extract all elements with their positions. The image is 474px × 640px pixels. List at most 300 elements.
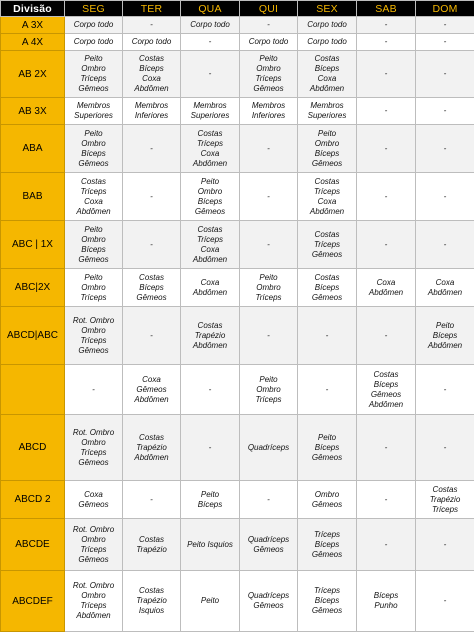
table-cell: [298, 51, 357, 98]
table-cell: [123, 98, 181, 125]
header-row: [1, 1, 474, 17]
table-cell: [123, 571, 181, 632]
cell-line: Bíceps: [197, 196, 223, 206]
cell-line: Abdômen: [76, 611, 111, 620]
cell-line: Abdômen: [427, 287, 463, 297]
table-cell: [298, 481, 357, 519]
cell-line: -: [208, 384, 212, 394]
cell-line: -: [267, 20, 270, 29]
table-cell: [123, 269, 181, 307]
table-cell: [240, 51, 298, 98]
table-cell: [65, 125, 123, 173]
cell-line: Coxa: [317, 196, 337, 206]
table-cell: [357, 481, 416, 519]
table-row: [1, 173, 474, 221]
cell-line: Ombro: [314, 489, 340, 499]
table-cell: [181, 415, 240, 481]
cell-line: Gêmeos: [136, 292, 167, 302]
table-row: [1, 51, 474, 98]
cell-line: Bíceps: [81, 148, 106, 158]
cell-line: -: [443, 106, 447, 115]
cell-line: Gêmeos: [253, 544, 284, 554]
table-cell: [123, 481, 181, 519]
cell-line: Ombro: [256, 282, 281, 292]
cell-line: -: [443, 239, 447, 249]
table-cell: [357, 307, 416, 365]
division-label: ABC | 1X: [1, 221, 65, 269]
table-cell: [65, 571, 123, 632]
cell-line: -: [384, 20, 388, 29]
cell-line: Trapézio: [136, 544, 167, 554]
cell-line: Gêmeos: [311, 292, 343, 302]
table-row: [1, 125, 474, 173]
cell-line: Abdômen: [427, 340, 463, 350]
cell-line: Gêmeos: [311, 249, 343, 259]
cell-line: Tríceps: [313, 186, 341, 196]
cell-line: -: [325, 330, 329, 340]
header-dom: DOM: [416, 1, 474, 17]
table-cell: [416, 221, 474, 269]
cell-line: -: [267, 494, 270, 504]
table-cell: [65, 519, 123, 571]
cell-line: Inferiores: [251, 111, 286, 120]
cell-line: Coxa: [84, 196, 103, 206]
cell-line: Gêmeos: [78, 158, 109, 168]
cell-line: Ombro: [81, 437, 106, 447]
header-qua: QUA: [181, 1, 240, 17]
cell-line: Gêmeos: [78, 554, 109, 564]
table-cell: [181, 269, 240, 307]
table-cell: [65, 365, 123, 415]
cell-line: Bíceps: [314, 148, 340, 158]
cell-line: Inferiores: [134, 111, 169, 120]
table-cell: [181, 365, 240, 415]
cell-line: Tríceps: [80, 186, 107, 196]
cell-line: Gêmeos: [78, 499, 109, 509]
table-cell: [240, 307, 298, 365]
header-sex: SEX: [298, 1, 357, 17]
table-cell: [240, 173, 298, 221]
cell-line: Gêmeos: [78, 345, 109, 355]
table-cell: [123, 17, 181, 34]
cell-line: -: [384, 494, 388, 504]
cell-line: Bíceps: [373, 591, 399, 600]
cell-line: Trapézio: [136, 442, 167, 452]
table-cell: [240, 571, 298, 632]
cell-line: Costas: [139, 534, 164, 544]
cell-line: Coxa: [142, 374, 161, 384]
table-cell: [240, 269, 298, 307]
cell-line: Abdômen: [134, 394, 169, 404]
cell-line: Costas: [314, 176, 340, 186]
cell-line: -: [384, 239, 388, 249]
table-cell: [123, 34, 181, 51]
table-cell: [357, 34, 416, 51]
table-cell: [240, 125, 298, 173]
division-label: BAB: [1, 173, 65, 221]
division-label: ABCD|ABC: [1, 307, 65, 365]
cell-line: Tríceps: [431, 504, 459, 514]
cell-line: Tríceps: [313, 586, 341, 595]
cell-line: Corpo todo: [131, 37, 172, 46]
table-cell: [181, 571, 240, 632]
table-cell: [416, 571, 474, 632]
cell-line: Gêmeos: [370, 389, 402, 399]
division-label: ABCDEF: [1, 571, 65, 632]
cell-line: Rot. Ombro: [72, 581, 115, 590]
table-row: [1, 17, 474, 34]
table-row: [1, 307, 474, 365]
cell-line: -: [150, 191, 153, 201]
cell-line: -: [150, 143, 153, 153]
table-cell: [298, 269, 357, 307]
table-cell: [357, 415, 416, 481]
table-cell: [181, 173, 240, 221]
table-cell: [181, 481, 240, 519]
cell-line: Bíceps: [197, 499, 223, 509]
table-cell: [181, 34, 240, 51]
cell-line: Gêmeos: [78, 254, 109, 264]
table-cell: [240, 221, 298, 269]
cell-line: Ombro: [81, 325, 106, 335]
table-cell: [416, 269, 474, 307]
division-label: AB 2X: [1, 51, 65, 98]
table-cell: [65, 415, 123, 481]
cell-line: -: [443, 69, 447, 78]
cell-line: Peito: [259, 272, 278, 282]
cell-line: Corpo todo: [248, 37, 289, 46]
table-row: [1, 34, 474, 51]
cell-line: Abdômen: [309, 206, 345, 216]
cell-line: Rot. Ombro: [72, 315, 115, 325]
cell-line: Corpo todo: [307, 37, 347, 46]
cell-line: -: [384, 330, 388, 340]
header-seg: SEG: [65, 1, 123, 17]
cell-line: Costas: [139, 432, 164, 442]
cell-line: Bíceps: [314, 596, 340, 605]
cell-line: Coxa: [200, 244, 220, 254]
cell-line: Tríceps: [313, 239, 341, 249]
cell-line: Tríceps: [313, 529, 341, 539]
cell-line: Abdômen: [192, 340, 228, 350]
cell-line: Ombro: [81, 234, 106, 244]
cell-line: Rot. Ombro: [72, 427, 115, 437]
cell-line: Coxa: [376, 277, 396, 287]
division-label: AB 3X: [1, 98, 65, 125]
table-cell: [65, 98, 123, 125]
table-row: [1, 519, 474, 571]
table-cell: [416, 125, 474, 173]
table-cell: [416, 365, 474, 415]
cell-line: Ombro: [256, 384, 281, 394]
table-cell: [298, 98, 357, 125]
cell-line: Trapézio: [429, 494, 461, 504]
cell-line: Tríceps: [80, 544, 107, 554]
table-row: [1, 365, 474, 415]
cell-line: Peito: [317, 128, 337, 138]
cell-line: Peito: [200, 489, 220, 499]
cell-line: Costas: [197, 128, 223, 138]
table-cell: [123, 415, 181, 481]
cell-line: Ombro: [314, 138, 340, 148]
cell-line: Corpo todo: [73, 37, 114, 46]
cell-line: Bíceps: [314, 442, 340, 452]
cell-line: -: [150, 494, 153, 504]
table-cell: [298, 415, 357, 481]
table-cell: [357, 221, 416, 269]
table-cell: [181, 51, 240, 98]
division-label: ABC|2X: [1, 269, 65, 307]
table-cell: [298, 365, 357, 415]
table-cell: [298, 571, 357, 632]
cell-line: -: [325, 384, 329, 394]
table-row: [1, 571, 474, 632]
table-row: [1, 98, 474, 125]
division-label: ABCDE: [1, 519, 65, 571]
cell-line: -: [208, 69, 212, 78]
cell-line: Coxa: [142, 74, 161, 83]
cell-line: Bíceps: [314, 539, 340, 549]
cell-line: Bíceps: [432, 330, 458, 340]
header-ter: TER: [123, 1, 181, 17]
cell-line: Abdômen: [76, 206, 111, 216]
cell-line: -: [150, 239, 153, 249]
cell-line: Superiores: [190, 111, 230, 120]
cell-line: -: [267, 330, 270, 340]
cell-line: Peito: [259, 374, 278, 384]
table-cell: [416, 34, 474, 51]
cell-line: Tríceps: [80, 447, 107, 457]
table-cell: [357, 269, 416, 307]
cell-line: Peito: [200, 596, 220, 605]
cell-line: Superiores: [307, 111, 347, 120]
cell-line: Quadríceps: [247, 591, 290, 600]
cell-line: Punho: [374, 601, 398, 610]
table-cell: [357, 125, 416, 173]
cell-line: Abdômen: [134, 452, 169, 462]
cell-line: -: [443, 191, 447, 201]
cell-line: -: [384, 539, 388, 549]
cell-line: Ombro: [81, 138, 106, 148]
division-label: ABCD 2: [1, 481, 65, 519]
table-cell: [416, 415, 474, 481]
cell-line: Peito: [200, 176, 220, 186]
division-label: [1, 365, 65, 415]
cell-line: Tríceps: [80, 601, 107, 610]
cell-line: Tríceps: [255, 74, 282, 83]
cell-line: Quadríceps: [247, 442, 290, 452]
cell-line: Bíceps: [139, 282, 164, 292]
cell-line: Trapézio: [136, 596, 167, 605]
table-cell: [65, 481, 123, 519]
cell-line: Gêmeos: [311, 452, 343, 462]
table-row: [1, 415, 474, 481]
cell-line: Costas: [432, 484, 458, 494]
cell-line: Membros: [134, 101, 169, 110]
cell-line: -: [443, 596, 447, 605]
cell-line: Tríceps: [255, 292, 282, 302]
table-cell: [65, 51, 123, 98]
table-cell: [65, 17, 123, 34]
cell-line: -: [92, 384, 95, 394]
cell-line: -: [384, 191, 388, 201]
table-cell: [123, 519, 181, 571]
table-cell: [123, 173, 181, 221]
table-row: [1, 481, 474, 519]
cell-line: Gêmeos: [311, 606, 343, 615]
table-cell: [181, 221, 240, 269]
cell-line: -: [208, 442, 212, 452]
cell-line: -: [443, 37, 447, 46]
table-cell: [240, 415, 298, 481]
table-cell: [181, 307, 240, 365]
cell-line: Abdômen: [192, 287, 228, 297]
cell-line: Tríceps: [255, 394, 282, 404]
division-label: A 4X: [1, 34, 65, 51]
cell-line: Costas: [139, 586, 164, 595]
cell-line: -: [443, 143, 447, 153]
cell-line: Gêmeos: [78, 457, 109, 467]
cell-line: Tríceps: [80, 335, 107, 345]
table-cell: [123, 221, 181, 269]
table-cell: [65, 34, 123, 51]
cell-line: -: [208, 37, 212, 46]
cell-line: Gêmeos: [78, 84, 109, 93]
division-label: A 3X: [1, 17, 65, 34]
cell-line: Membros: [193, 101, 227, 110]
cell-line: -: [150, 20, 153, 29]
table-cell: [357, 365, 416, 415]
cell-line: -: [267, 191, 270, 201]
table-cell: [240, 34, 298, 51]
table-cell: [416, 51, 474, 98]
table-cell: [123, 125, 181, 173]
table-cell: [416, 307, 474, 365]
cell-line: Peito Isquios: [187, 539, 233, 549]
cell-line: Abdômen: [368, 287, 404, 297]
cell-line: Coxa: [84, 489, 103, 499]
table-cell: [123, 307, 181, 365]
table-cell: [65, 307, 123, 365]
table-cell: [298, 34, 357, 51]
cell-line: Tríceps: [80, 74, 107, 83]
cell-line: -: [267, 239, 270, 249]
cell-line: Peito: [84, 272, 103, 282]
cell-line: Gêmeos: [311, 549, 343, 559]
table-cell: [298, 125, 357, 173]
cell-line: Costas: [81, 176, 106, 186]
table-cell: [416, 519, 474, 571]
cell-line: Costas: [314, 54, 340, 63]
cell-line: Coxa: [200, 148, 220, 158]
table-body: [1, 17, 474, 632]
table-cell: [357, 519, 416, 571]
cell-line: Gêmeos: [136, 384, 167, 394]
cell-line: Peito: [317, 432, 337, 442]
cell-line: Ombro: [81, 64, 106, 73]
table-cell: [416, 17, 474, 34]
cell-line: Coxa: [435, 277, 455, 287]
cell-line: -: [384, 442, 388, 452]
table-cell: [123, 365, 181, 415]
cell-line: -: [384, 69, 388, 78]
table-row: [1, 269, 474, 307]
cell-line: -: [267, 143, 270, 153]
table-cell: [416, 173, 474, 221]
cell-line: Peito: [84, 224, 103, 234]
cell-line: Bíceps: [373, 379, 399, 389]
cell-line: Corpo todo: [190, 20, 230, 29]
table-cell: [240, 519, 298, 571]
cell-line: Tríceps: [196, 234, 224, 244]
cell-line: -: [443, 384, 447, 394]
cell-line: Costas: [314, 272, 340, 282]
cell-line: Membros: [251, 101, 286, 110]
table-cell: [240, 17, 298, 34]
table-cell: [357, 571, 416, 632]
cell-line: Abdômen: [192, 254, 228, 264]
cell-line: -: [443, 20, 447, 29]
cell-line: Gêmeos: [194, 206, 226, 216]
cell-line: -: [384, 37, 388, 46]
cell-line: -: [150, 330, 153, 340]
cell-line: Trapézio: [194, 330, 226, 340]
cell-line: Gêmeos: [311, 499, 343, 509]
table-cell: [240, 98, 298, 125]
table-cell: [298, 221, 357, 269]
table-cell: [240, 481, 298, 519]
cell-line: Abdômen: [134, 84, 169, 93]
cell-line: Membros: [310, 101, 344, 110]
cell-line: -: [443, 539, 447, 549]
cell-line: Ombro: [81, 282, 106, 292]
table-cell: [416, 481, 474, 519]
table-cell: [65, 173, 123, 221]
cell-line: Peito: [84, 54, 103, 63]
cell-line: Abdômen: [192, 158, 228, 168]
cell-line: Tríceps: [196, 138, 224, 148]
cell-line: Membros: [76, 101, 111, 110]
cell-line: Costas: [139, 54, 164, 63]
cell-line: Bíceps: [314, 282, 340, 292]
cell-line: Peito: [435, 320, 455, 330]
cell-line: Costas: [139, 272, 164, 282]
header-sab: SAB: [357, 1, 416, 17]
cell-line: Superiores: [74, 111, 113, 120]
cell-line: Peito: [84, 128, 103, 138]
cell-line: -: [443, 442, 447, 452]
cell-line: Costas: [197, 224, 223, 234]
cell-line: Abdômen: [309, 84, 345, 93]
cell-line: Tríceps: [80, 292, 107, 302]
cell-line: Isquios: [138, 606, 165, 615]
cell-line: Bíceps: [314, 64, 340, 73]
table-cell: [298, 17, 357, 34]
table-cell: [298, 519, 357, 571]
table-cell: [65, 269, 123, 307]
cell-line: Coxa: [317, 74, 337, 83]
cell-line: Bíceps: [139, 64, 164, 73]
table-cell: [240, 365, 298, 415]
division-label: ABA: [1, 125, 65, 173]
cell-line: -: [384, 143, 388, 153]
cell-line: Ombro: [81, 591, 106, 600]
table-cell: [357, 173, 416, 221]
cell-line: Coxa: [200, 277, 220, 287]
cell-line: Rot. Ombro: [72, 524, 115, 534]
cell-line: Gêmeos: [253, 84, 284, 93]
header-division: Divisão: [1, 1, 65, 17]
